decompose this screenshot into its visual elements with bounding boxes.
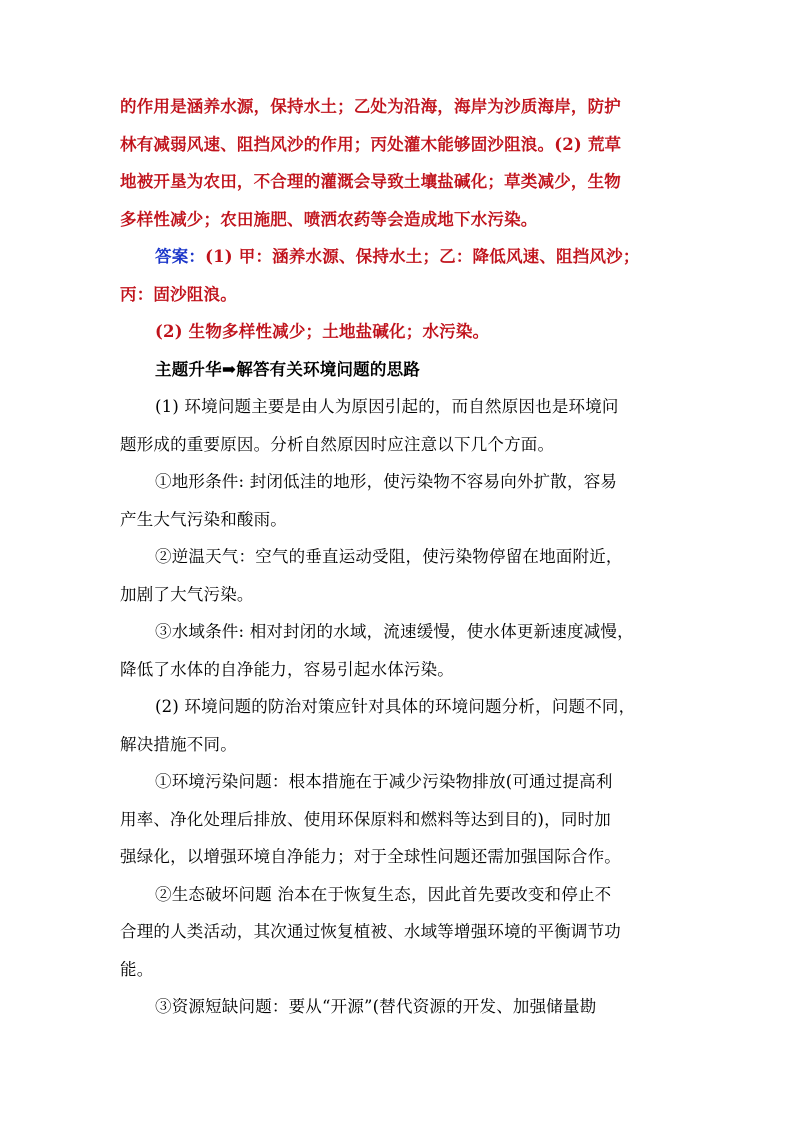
- analysis-line: 林有减弱风速、阻挡风沙的作用；丙处灌木能够固沙阻浪。(2) 荒草: [120, 134, 622, 154]
- body-line: 解决措施不同。: [120, 734, 237, 754]
- answer-line-1: [120, 238, 676, 276]
- document-page: [120, 88, 676, 1026]
- body-line: ②生态破坏问题 治本在于恢复生态，因此首先要改变和停止不: [155, 884, 612, 904]
- analysis-line: 地被开垦为农田，不合理的灌溉会导致土壤盐碱化；草类减少，生物: [120, 172, 621, 191]
- answer-part2: (2) 生物多样性减少；土地盐碱化；水污染。: [155, 322, 490, 341]
- answer-label: 答案：: [155, 247, 206, 266]
- body-line: ①环境污染问题：根本措施在于减少污染物排放(可通过提高利: [155, 772, 613, 791]
- body-line: 强绿化，以增强环境自净能力；对于全球性问题还需加强国际合作。: [120, 847, 621, 866]
- body-line: 加剧了大气污染。: [120, 584, 254, 604]
- answer-part1: (1) 甲：涵养水源、保持水土；乙：降低风速、阻挡风沙；: [205, 247, 640, 266]
- topic-title-left: 主题升华: [155, 359, 222, 379]
- body-line: (1) 环境问题主要是由人为原因引起的，而自然原因也是环境问: [155, 397, 619, 416]
- body-line: ③水域条件: 相对封闭的水域，流速缓慢，使水体更新速度减慢，: [155, 622, 634, 641]
- analysis-line: 的作用是涵养水源，保持水土；乙处为沿海，海岸为沙质海岸，防护: [120, 97, 621, 116]
- topic-heading: [120, 351, 676, 389]
- analysis-line: 多样性减少；农田施肥、喷洒农药等会造成地下水污染。: [120, 209, 538, 229]
- topic-title-right: 解答有关环境问题的思路: [236, 359, 420, 379]
- body-line: 题形成的重要原因。分析自然原因时应注意以下几个方面。: [120, 434, 555, 454]
- body-line: ③资源短缺问题：要从“开源”(替代资源的开发、加强储量勘: [155, 997, 597, 1016]
- body-line: (2) 环境问题的防治对策应针对具体的环境问题分析，问题不同，: [155, 697, 636, 716]
- right-arrow-icon: ➡: [221, 359, 237, 380]
- body-line: 合理的人类活动，其次通过恢复植被、水域等增强环境的平衡调节功: [120, 922, 621, 941]
- body-line: ②逆温天气：空气的垂直运动受阻，使污染物停留在地面附近，: [155, 547, 623, 566]
- answer-line-2: 丙：固沙阻浪。: [120, 284, 237, 304]
- body-line: 降低了水体的自净能力，容易引起水体污染。: [120, 659, 454, 679]
- body-line: 产生大气污染和酸雨。: [120, 509, 287, 529]
- body-line: 能。: [120, 959, 154, 979]
- body-text: [120, 388, 676, 1026]
- body-line: ①地形条件: 封闭低洼的地形，使污染物不容易向外扩散，容易: [155, 472, 618, 491]
- body-line: 用率、净化处理后排放、使用环保原料和燃料等达到目的)，同时加: [120, 809, 611, 829]
